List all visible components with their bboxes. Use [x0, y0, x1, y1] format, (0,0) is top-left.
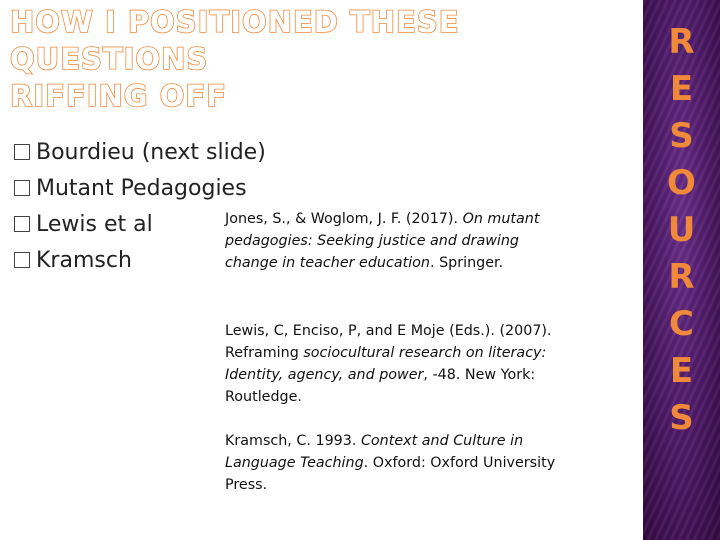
bullet-item	[14, 176, 247, 201]
reference-text: Jones, S., & Woglom, J. F. (2017).	[225, 211, 463, 227]
bullet-box-icon	[14, 144, 30, 160]
reference-lewis	[225, 320, 570, 408]
reference-text: , -48. New York: Routledge.	[225, 367, 536, 405]
sidebar-letter: E	[669, 351, 694, 391]
slide-title	[10, 4, 460, 115]
bullet-item	[14, 248, 132, 273]
bullet-text: Kramsch	[36, 248, 132, 273]
sidebar-letter: U	[667, 210, 696, 250]
bullet-text: Mutant Pedagogies	[36, 176, 247, 201]
reference-jones	[225, 208, 560, 274]
reference-title: Context and Culture in Language Teaching	[225, 433, 524, 471]
reference-kramsch	[225, 430, 570, 496]
resources-sidebar	[643, 0, 720, 540]
sidebar-letter: S	[669, 116, 694, 156]
title-line-1: HOW I POSITIONED THESE	[10, 5, 460, 39]
sidebar-letter: R	[668, 22, 695, 62]
title-line-3: RIFFING OFF	[10, 79, 227, 113]
bullet-text: Lewis et al	[36, 212, 153, 237]
sidebar-letter: R	[668, 257, 695, 297]
reference-text: . Springer.	[429, 255, 504, 271]
sidebar-letter: E	[669, 69, 694, 109]
reference-title: sociocultural research on literacy: Identity, agency, and power	[225, 345, 547, 383]
sidebar-letter: O	[667, 163, 696, 203]
reference-text: Lewis, C, Enciso, P, and E Moje (Eds.). (2007). Reframing	[225, 323, 552, 361]
reference-title: On mutant pedagogies: Seeking justice and drawing change in teacher education	[225, 211, 540, 271]
bullet-box-icon	[14, 180, 30, 196]
reference-text: . Oxford: Oxford University Press.	[225, 455, 556, 493]
title-line-2: QUESTIONS	[10, 42, 209, 76]
sidebar-letter: C	[669, 304, 694, 344]
bullet-item	[14, 140, 266, 165]
bullet-text: Bourdieu (next slide)	[36, 140, 266, 165]
reference-text: Kramsch, C. 1993.	[225, 433, 361, 449]
bullet-box-icon	[14, 252, 30, 268]
sidebar-letter: S	[669, 398, 694, 438]
bullet-item	[14, 212, 153, 237]
bullet-box-icon	[14, 216, 30, 232]
